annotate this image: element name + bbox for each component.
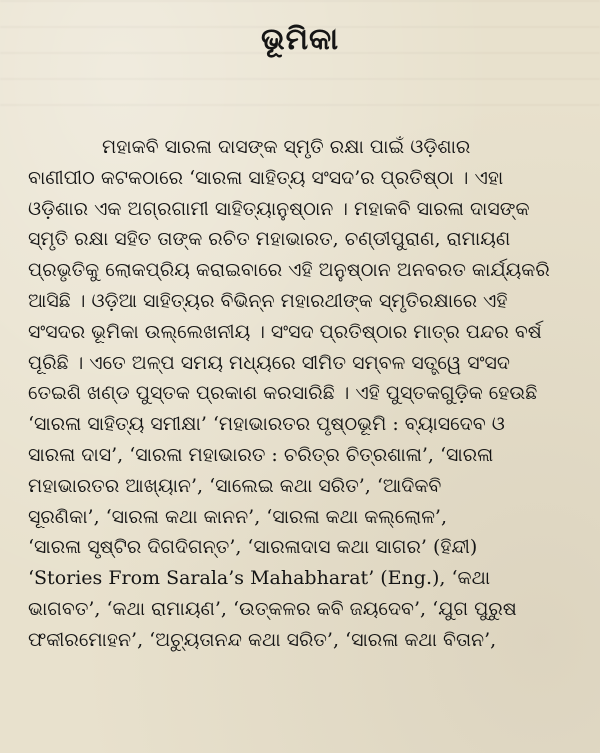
text-line: ‘ସାରଳା ସୃଷ୍ଟିର ଦିଗଦିଗନ୍ତ’, ‘ସାରଳାଦାସ କଥା ସାଗର’ (ହିନ୍ଦୀ) [28,536,478,559]
text-line: ଓଡ଼ିଶାର ଏକ ଅଗ୍ରଗାମୀ ସାହିତ୍ୟାନୁଷ୍ଠାନ । ମହାକବି ସାରଳା ଦାସଙ୍କ [28,197,530,220]
text-line: ପୂରିଛି । ଏତେ ଅଳ୍ପ ସମୟ ମଧ୍ୟରେ ସୀମିତ ସମ୍ବଳ ସତ୍ତ୍ୱେ ସଂସଦ [28,351,510,374]
text-line: ଭାଗବତ’, ‘କଥା ରାମାୟଣ’, ‘ଉତ୍କଳର କବି ଜୟଦେବ’, ‘ଯୁଗ ପୁରୁଷ [28,597,517,620]
page-title: ଭୂମିକା [260,22,340,57]
text-line: ମହାଭାରତର ଆଖ୍ୟାନ’, ‘ସାଲେଇ କଥା ସରିତ’, ‘ଆଦିକବି [28,474,442,497]
text-line: ସଂସଦର ଭୂମିକା ଉଲ୍ଲେଖନୀୟ । ସଂସଦ ପ୍ରତିଷ୍ଠାର ମାତ୍ର ପନ୍ଦର ବର୍ଷ [28,320,542,343]
text-line: ସୂରଣିକା’, ‘ସାରଳା କଥା କାନନ’, ‘ସାରଳା କଥା କଲ୍ଲୋଳ’, [28,505,447,528]
text-line: ମହାକବି ସାରଳା ଦାସଙ୍କ ସ୍ମୃତି ରକ୍ଷା ପାଇଁ ଓଡ଼ିଶାର [102,136,471,158]
text-line: ‘Stories From Sarala’s Mahabharat’ (Eng.), ‘କଥା [28,567,491,590]
text-line: ତେଇଶି ଖଣ୍ଡ ପୁସ୍ତକ ପ୍ରକାଶ କରସାରିଛି । ଏହି ପୁସ୍ତକଗୁଡ଼ିକ ହେଉଛି [28,382,538,405]
text-line: ବାଣୀପୀଠ କଟକଠାରେ ‘ସାରଳା ସାହିତ୍ୟ ସଂସଦ’ର ପ୍ରତିଷ୍ଠା । ଏହା [28,166,504,189]
body-paragraph [28,132,580,656]
text-line: ଆସିଛି । ଓଡ଼ିଆ ସାହିତ୍ୟର ବିଭିନ୍ନ ମହାରଥୀଙ୍କ ସ୍ମୃତିରକ୍ଷାରେ ଏହି [28,289,508,312]
text-line: ସ୍ମୃତି ରକ୍ଷା ସହିତ ତାଙ୍କ ରଚିତ ମହାଭାରତ, ଚଣ୍ଡୀପୁରାଣ, ରାମାୟଣ [28,228,511,251]
text-line: ‘ସାରଳା ସାହିତ୍ୟ ସମୀକ୍ଷା’ ‘ମହାଭାରତର ପୃଷ୍ଠଭୂମି : ବ୍ୟାସଦେବ ଓ [28,413,505,436]
text-line: ସାରଳା ଦାସ’, ‘ସାରଳା ମହାଭାରତ : ଚରିତ୍ର ଚିତ୍ରଶାଳା’, ‘ସାରଳା [28,443,494,466]
text-line: ଫକୀରମୋହନ’, ‘ଅଚ୍ୟୁତାନନ୍ଦ କଥା ସରିତ’, ‘ସାରଳା କଥା ବିତାନ’, [28,628,497,651]
bleed-through-texture [0,0,600,120]
text-line: ପ୍ରଭୃତିକୁ ଲୋକପ୍ରିୟ କରାଇବାରେ ଏହି ଅନୁଷ୍ଠାନ ଅନବରତ କାର୍ଯ୍ୟକରି [28,259,550,282]
